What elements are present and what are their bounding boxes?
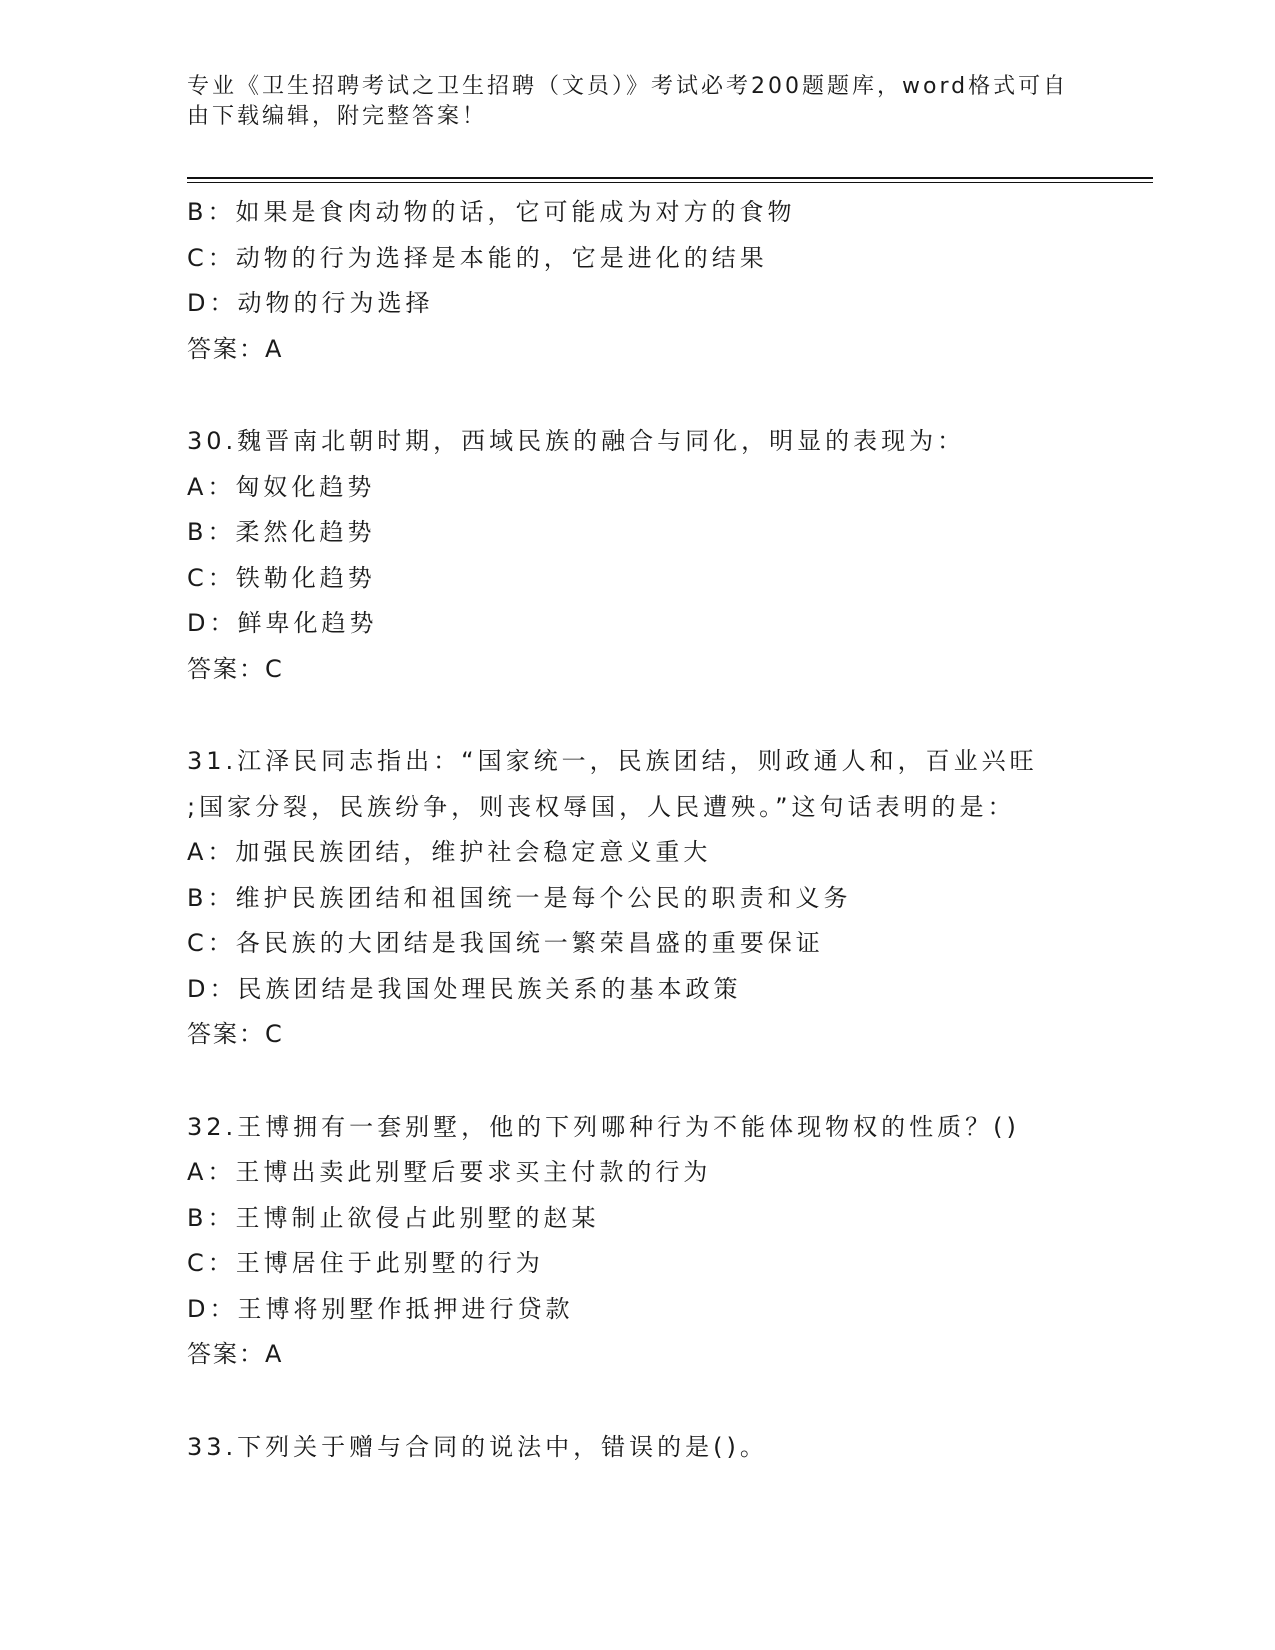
q29-option-c: C：动物的行为选择是本能的，它是进化的结果	[187, 243, 768, 272]
q31-option-b: B：维护民族团结和祖国统一是每个公民的职责和义务	[187, 883, 852, 912]
q30-option-b: B：柔然化趋势	[187, 518, 376, 546]
question-29-fragment	[187, 190, 1153, 372]
header-line-1: 专业《卫生招聘考试之卫生招聘（文员）》考试必考200题题库，word格式可自	[187, 74, 1069, 99]
q31-question-line-1: 31.江泽民同志指出：“国家统一，民族团结，则政通人和，百业兴旺	[187, 747, 1038, 775]
question-30	[187, 419, 1153, 692]
q33-question: 33.下列关于赠与合同的说法中，错误的是()。	[187, 1432, 768, 1461]
header-line-2: 由下载编辑，附完整答案！	[187, 104, 488, 129]
q32-option-d: D：王博将别墅作抵押进行贷款	[187, 1294, 574, 1323]
q31-option-d: D：民族团结是我国处理民族关系的基本政策	[187, 974, 742, 1003]
q30-option-c: C：铁勒化趋势	[187, 563, 376, 592]
q32-answer: 答案：A	[187, 1340, 284, 1368]
q30-option-d: D：鲜卑化趋势	[187, 609, 378, 637]
q31-option-a: A：加强民族团结，维护社会稳定意义重大	[187, 838, 712, 866]
q32-option-a: A：王博出卖此别墅后要求买主付款的行为	[187, 1158, 712, 1186]
question-list	[187, 190, 1153, 1470]
q30-question: 30.魏晋南北朝时期，西域民族的融合与同化，明显的表现为：	[187, 427, 966, 455]
q29-answer: 答案：A	[187, 334, 284, 363]
header-divider-thick	[187, 177, 1153, 179]
spacer	[187, 692, 1153, 739]
q31-answer: 答案：C	[187, 1020, 284, 1048]
document-header	[187, 72, 1067, 132]
q31-option-c: C：各民族的大团结是我国统一繁荣昌盛的重要保证	[187, 929, 824, 957]
header-divider-thin	[187, 182, 1153, 183]
q31-question-line-2: ;国家分裂，民族纷争，则丧权辱国，人民遭殃。”这句话表明的是：	[187, 792, 1016, 821]
q29-option-b: B：如果是食肉动物的话，它可能成为对方的食物	[187, 198, 796, 226]
q30-option-a: A：匈奴化趋势	[187, 472, 376, 501]
spacer	[187, 1058, 1153, 1105]
question-31	[187, 739, 1153, 1058]
q32-question: 32.王博拥有一套别墅，他的下列哪种行为不能体现物权的性质？()	[187, 1112, 1020, 1141]
q32-option-b: B：王博制止欲侵占此别墅的赵某	[187, 1203, 600, 1232]
spacer	[187, 372, 1153, 419]
q30-answer: 答案：C	[187, 654, 284, 683]
q32-option-c: C：王博居住于此别墅的行为	[187, 1249, 544, 1277]
q29-option-d: D：动物的行为选择	[187, 289, 434, 317]
question-32	[187, 1105, 1153, 1378]
spacer	[187, 1378, 1153, 1425]
question-33	[187, 1425, 1153, 1471]
